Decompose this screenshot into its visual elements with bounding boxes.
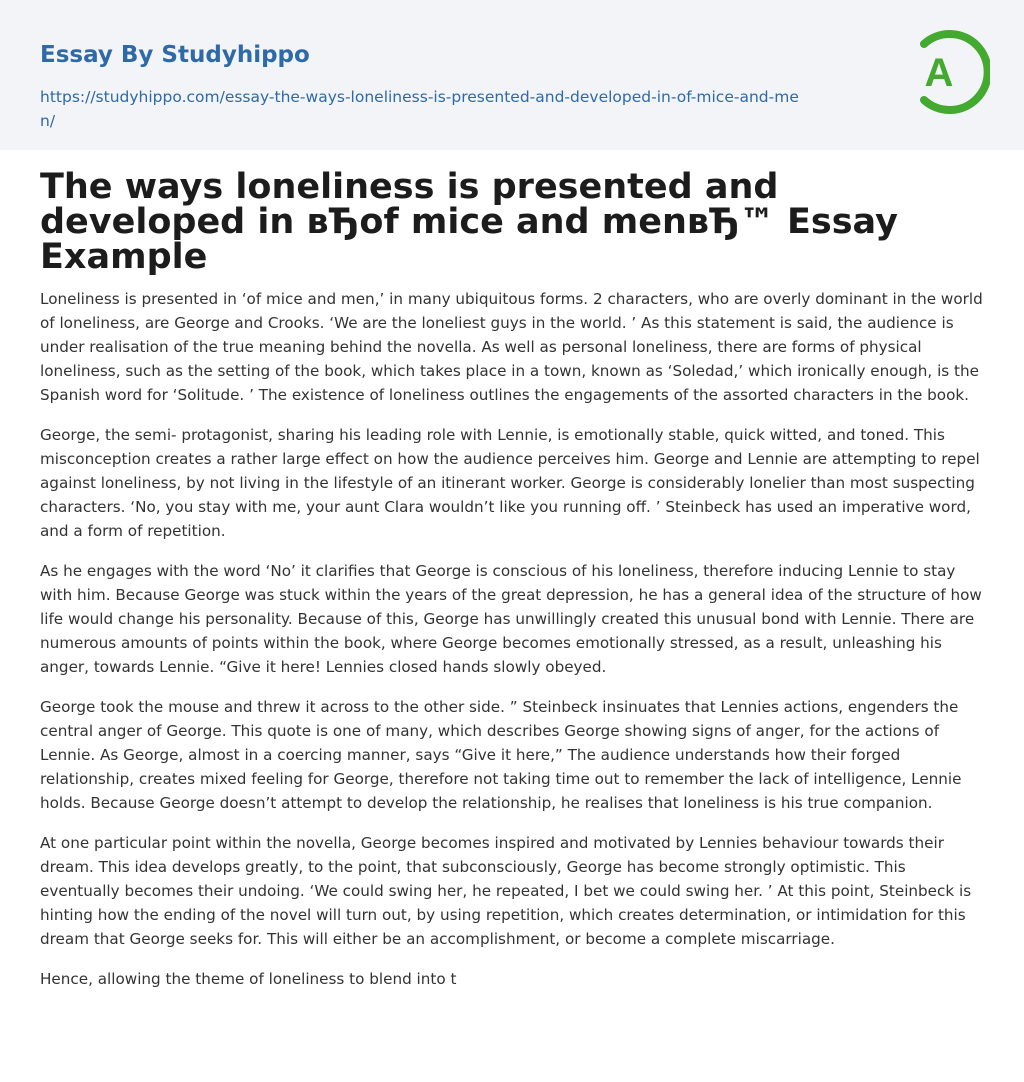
essay-paragraph: As he engages with the word ‘No’ it clarifies that George is conscious of his loneliness, therefore inducing Lennie to stay with him. Because George was stuck within the years of the great depression, he has a general idea of the structure of how life would change his personality. Because of this, George has unwillingly created this unusual bond with Lennie. There are numerous amounts of points within the book, where George becomes emotionally stressed, as a result, unleashing his anger, towards Lennie. “Give it here! Lennies closed hands slowly obeyed. xyxy=(40,562,982,676)
letter-a-circle-icon xyxy=(910,26,990,118)
essay-body xyxy=(0,167,1024,991)
essay-paragraph: Loneliness is presented in ‘of mice and men,’ in many ubiquitous forms. 2 characters, who are overly dominant in the world of loneliness, are George and Crooks. ‘We are the loneliest guys in the world. ’ As this statement is said, the audience is under realisation of the true meaning behind the novella. As well as personal loneliness, there are forms of physical loneliness, such as the setting of the book, which takes place in a town, known as ‘Soledad,’ which ironically enough, is the Spanish word for ‘Solitude. ’ The existence of loneliness outlines the engagements of the assorted characters in the book. xyxy=(40,290,983,404)
essay-paragraph: George, the semi- protagonist, sharing his leading role with Lennie, is emotionally stable, quick witted, and toned. This misconception creates a rather large effect on how the audience perceives him. George and Lennie are attempting to repel against loneliness, by not living in the lifestyle of an itinerant worker. George is considerably lonelier than most suspecting characters. ‘No, you stay with me, your aunt Clara wouldn’t like you running off. ’ Steinbeck has used an imperative word, and a form of repetition. xyxy=(40,426,980,540)
essay-paragraph: George took the mouse and threw it across to the other side. ” Steinbeck insinuates that Lennies actions, engenders the central anger of George. This quote is one of many, which describes George showing signs of anger, for the actions of Lennie. As George, almost in a coercing manner, says “Give it here,” The audience understands how their forged relationship, creates mixed feeling for George, therefore not taking time out to remember the lack of intelligence, Lennie holds. Because George doesn’t attempt to develop the relationship, he realises that loneliness is his true companion. xyxy=(40,698,962,812)
logo-letter: A xyxy=(924,51,954,95)
site-title[interactable]: Essay By Studyhippo xyxy=(40,42,310,68)
essay-paragraph: At one particular point within the novella, George becomes inspired and motivated by Lennies behaviour towards their dream. This idea develops greatly, to the point, that subconsciously, George has become strongly optimistic. This eventually becomes their undoing. ‘We could swing her, he repeated, I bet we could swing her. ’ At this point, Steinbeck is hinting how the ending of the novel will turn out, by using repetition, which creates determination, or intimidation for this dream that George seeks for. This will either be an accomplishment, or become a complete miscarriage. xyxy=(40,834,972,948)
essay-paragraph: Hence, allowing the theme of loneliness to blend into t xyxy=(40,970,457,988)
essay-title: The ways loneliness is presented and developed in вЂof mice and menвЂ™ Essay Example xyxy=(40,167,898,277)
source-url-link[interactable]: https://studyhippo.com/essay-the-ways-loneliness-is-presented-and-developed-in-of-mice-and-men/ xyxy=(40,88,799,130)
logo[interactable] xyxy=(910,26,990,118)
site-header xyxy=(0,0,1024,150)
